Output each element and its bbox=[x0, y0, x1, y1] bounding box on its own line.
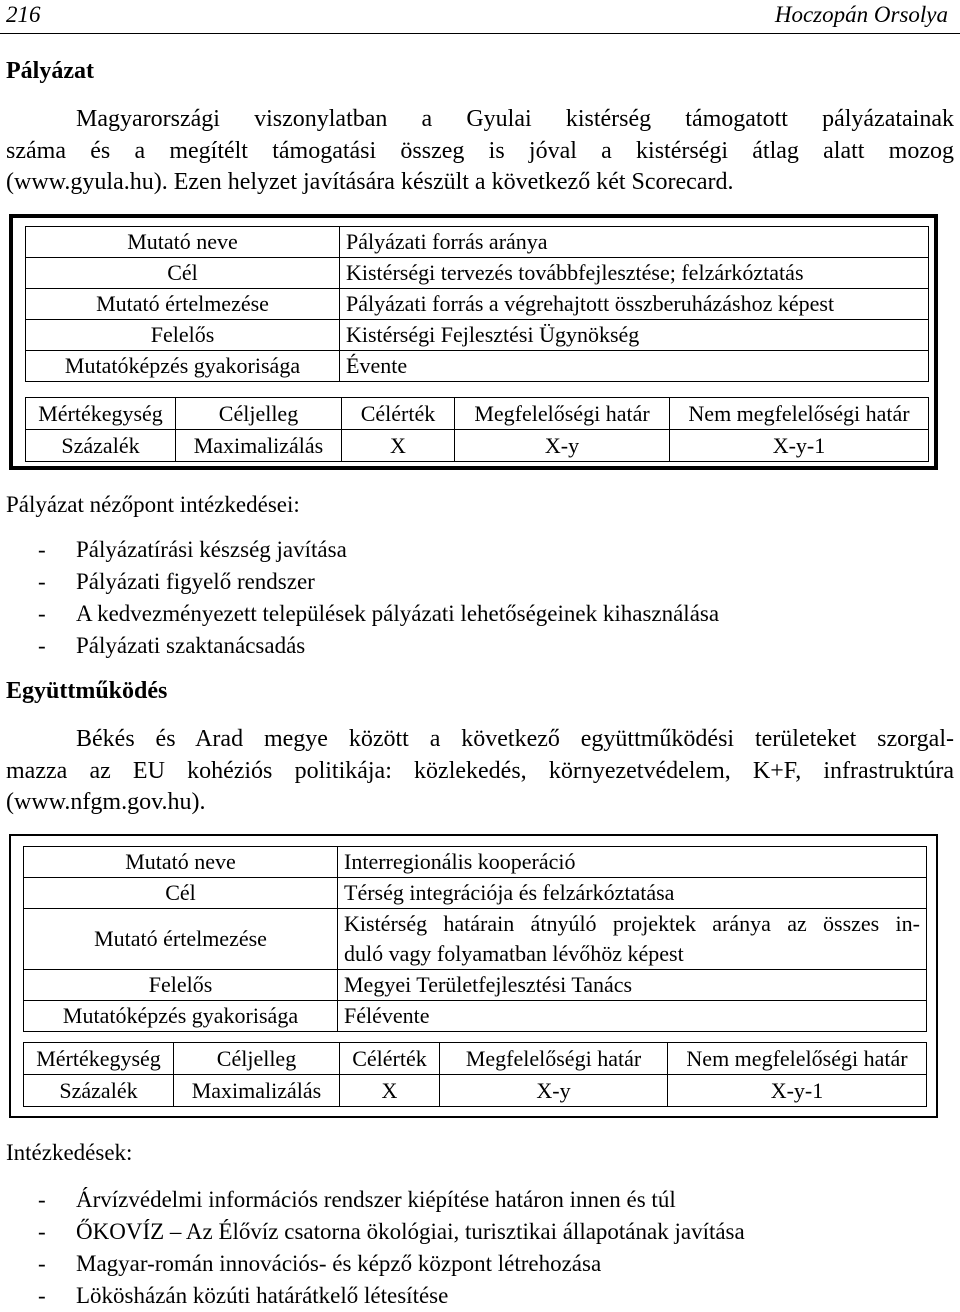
table-header-cell: Nem megfelelőségi határ bbox=[668, 1043, 927, 1075]
table-header-cell: Megfelelőségi határ bbox=[440, 1043, 668, 1075]
table-cell: X-y bbox=[455, 430, 670, 462]
table-value: Térség integrációja és felzárkóztatása bbox=[338, 878, 927, 909]
table-key: Mutató értelmezése bbox=[24, 909, 338, 970]
table-value: Félévente bbox=[338, 1001, 927, 1032]
table-row bbox=[24, 1043, 927, 1075]
paragraph-line: Magyarországi viszonylatban a Gyulai kistérség támogatott pályázatainak bbox=[76, 106, 954, 132]
table-row bbox=[24, 1001, 927, 1032]
table-value: Pályázati forrás a végrehajtott összberuházáshoz képest bbox=[340, 289, 929, 320]
header-rule bbox=[0, 33, 960, 34]
section-title-egyuttmukodes: Együttműködés bbox=[6, 678, 168, 704]
table-row bbox=[24, 970, 927, 1001]
list-item: - Lökösházán közúti határátkelő létesítése bbox=[38, 1280, 745, 1312]
table-cell: X-y-1 bbox=[668, 1075, 927, 1107]
section-palyazat-paragraph bbox=[6, 104, 954, 199]
list-item: - ŐKOVÍZ – Az Élővíz csatorna ökológiai, turisztikai állapotának javítása bbox=[38, 1216, 745, 1248]
measures-label: Intézkedések: bbox=[6, 1140, 133, 1165]
table-header-cell: Céljelleg bbox=[174, 1043, 340, 1075]
table-row bbox=[26, 258, 929, 289]
scorecard-1-definition-table bbox=[25, 226, 929, 382]
table-cell: Maximalizálás bbox=[176, 430, 342, 462]
table-row bbox=[26, 430, 929, 462]
table-header-cell: Célérték bbox=[342, 398, 455, 430]
scorecard-2-definition-table bbox=[23, 846, 927, 1032]
table-value: Kistérségi Fejlesztési Ügynökség bbox=[340, 320, 929, 351]
list-item: - Pályázati figyelő rendszer bbox=[38, 566, 719, 598]
table-row bbox=[24, 1075, 927, 1107]
table-row bbox=[26, 320, 929, 351]
paragraph-line: mazza az EU kohéziós politikája: közlekedés, környezetvédelem, K+F, infrastruktúra bbox=[6, 757, 954, 784]
table-cell: X-y-1 bbox=[670, 430, 929, 462]
paragraph-line: Békés és Arad megye között a következő együttműködési területeket szorgal- bbox=[76, 726, 954, 752]
table-header-cell: Céljelleg bbox=[176, 398, 342, 430]
table-key: Mutató értelmezése bbox=[26, 289, 340, 320]
table-value-line: duló vagy folyamatban lévőhöz képest bbox=[344, 941, 684, 966]
table-key: Mutató neve bbox=[26, 227, 340, 258]
paragraph-line: (www.nfgm.gov.hu). bbox=[6, 789, 206, 815]
section-title-palyazat: Pályázat bbox=[6, 58, 94, 84]
measures-label: Pályázat nézőpont intézkedései: bbox=[6, 492, 300, 517]
table-row bbox=[24, 909, 927, 970]
table-row bbox=[26, 289, 929, 320]
table-value: Interregionális kooperáció bbox=[338, 847, 927, 878]
table-header-cell: Mértékegység bbox=[26, 398, 176, 430]
table-cell: Százalék bbox=[24, 1075, 174, 1107]
paragraph-line: száma és a megítélt támogatási összeg is jóval a kistérségi átlag alatt mozog bbox=[6, 137, 954, 164]
list-item: - Pályázati szaktanácsadás bbox=[38, 630, 719, 662]
table-value: Pályázati forrás aránya bbox=[340, 227, 929, 258]
page-number: 216 bbox=[6, 2, 41, 27]
table-key: Cél bbox=[24, 878, 338, 909]
table-row bbox=[26, 227, 929, 258]
table-cell: X bbox=[342, 430, 455, 462]
table-value: Megyei Területfejlesztési Tanács bbox=[338, 970, 927, 1001]
running-header bbox=[6, 0, 948, 30]
list-item: - Magyar-román innovációs- és képző központ létrehozása bbox=[38, 1248, 745, 1280]
table-value-line: Kistérség határain átnyúló projektek aránya az összes in- bbox=[344, 911, 920, 936]
list-item: - Pályázatírási készség javítása bbox=[38, 534, 719, 566]
table-row bbox=[26, 398, 929, 430]
paragraph-line: (www.gyula.hu). Ezen helyzet javítására készült a következő két Scorecard. bbox=[6, 169, 734, 195]
table-cell: X bbox=[340, 1075, 440, 1107]
list-item: - A kedvezményezett települések pályázati lehetőségeinek kihasználása bbox=[38, 598, 719, 630]
table-cell: Százalék bbox=[26, 430, 176, 462]
table-row bbox=[24, 878, 927, 909]
table-header-cell: Nem megfelelőségi határ bbox=[670, 398, 929, 430]
table-row bbox=[26, 351, 929, 382]
table-row bbox=[24, 847, 927, 878]
table-key: Mutatóképzés gyakorisága bbox=[26, 351, 340, 382]
list-item: - Árvízvédelmi információs rendszer kiépítése határon innen és túl bbox=[38, 1184, 745, 1216]
measures-list bbox=[38, 534, 719, 662]
table-header-cell: Célérték bbox=[340, 1043, 440, 1075]
scorecard-2 bbox=[9, 834, 938, 1118]
scorecard-2-target-table bbox=[23, 1042, 927, 1107]
table-header-cell: Mértékegység bbox=[24, 1043, 174, 1075]
table-value bbox=[338, 909, 927, 970]
table-header-cell: Megfelelőségi határ bbox=[455, 398, 670, 430]
scorecard-1 bbox=[9, 214, 938, 470]
table-cell: Maximalizálás bbox=[174, 1075, 340, 1107]
table-key: Cél bbox=[26, 258, 340, 289]
table-value: Kistérségi tervezés továbbfejlesztése; felzárkóztatás bbox=[340, 258, 929, 289]
table-key: Mutatóképzés gyakorisága bbox=[24, 1001, 338, 1032]
table-key: Felelős bbox=[26, 320, 340, 351]
table-cell: X-y bbox=[440, 1075, 668, 1107]
measures-list bbox=[38, 1184, 745, 1312]
section-egyuttmukodes-paragraph bbox=[6, 724, 954, 819]
table-key: Mutató neve bbox=[24, 847, 338, 878]
table-value: Évente bbox=[340, 351, 929, 382]
scorecard-1-target-table bbox=[25, 397, 929, 462]
table-key: Felelős bbox=[24, 970, 338, 1001]
author-name: Hoczopán Orsolya bbox=[774, 2, 948, 27]
